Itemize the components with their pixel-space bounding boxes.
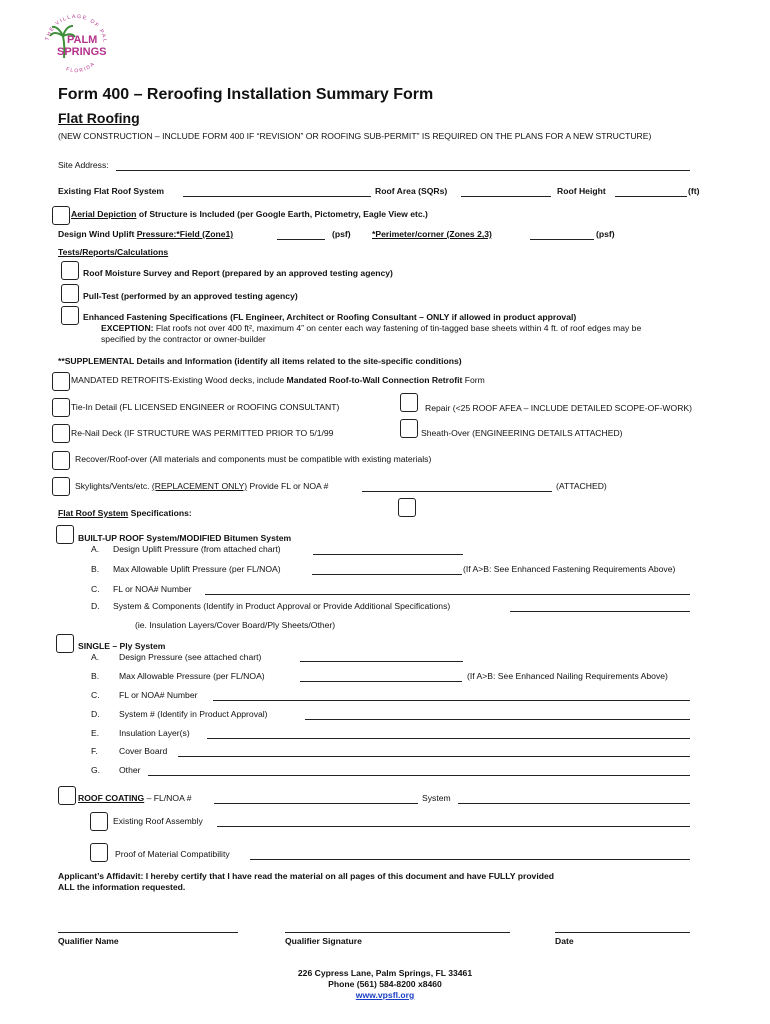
repair-label: Repair (<25 ROOF AFEA – INCLUDE DETAILED SCOPE-OF-WORK) bbox=[425, 403, 693, 413]
footer-address: 226 Cypress Lane, Palm Springs, FL 33461 bbox=[297, 968, 473, 978]
supplemental-heading: **SUPPLEMENTAL Details and Information (identify all items related to the site-specific conditions) bbox=[58, 356, 462, 366]
existing-assembly-checkbox[interactable] bbox=[90, 812, 108, 831]
roof-height-label: Roof Height bbox=[557, 186, 606, 196]
skylights-row bbox=[75, 481, 328, 491]
wind-field-label: Pressure:*Field (Zone1) bbox=[136, 229, 234, 239]
single-field-g[interactable] bbox=[148, 775, 690, 776]
single-field-e[interactable] bbox=[207, 738, 690, 739]
mandated-text-b: Mandated Roof-to-Wall Connection Retrofit bbox=[286, 375, 463, 385]
builtup-item-b: Max Allowable Uplift Pressure (per FL/NOA) bbox=[113, 564, 281, 574]
tie-in-label: Tie-In Detail (FL LICENSED ENGINEER or ROOFING CONSULTANT) bbox=[71, 402, 340, 412]
proof-field[interactable] bbox=[250, 859, 690, 860]
single-item-f: Cover Board bbox=[119, 746, 168, 756]
mandated-checkbox[interactable] bbox=[52, 372, 70, 391]
aerial-checkbox[interactable] bbox=[52, 206, 70, 225]
exception-text: Flat roofs not over 400 ft², maximum 4” on center each way fastening of tin-tagged base sheets within 4 ft. of roof edges may be bbox=[153, 323, 642, 333]
builtup-item-d: System & Components (Identify in Product Approval or Provide Additional Specifications) bbox=[113, 601, 451, 611]
single-field-d[interactable] bbox=[305, 719, 690, 720]
single-suffix-b: (If A>B: See Enhanced Nailing Requirements Above) bbox=[467, 671, 668, 681]
flat-spec-row bbox=[58, 508, 192, 518]
field-zone-field[interactable] bbox=[277, 239, 325, 240]
svg-text:FLORIDA bbox=[65, 61, 97, 75]
builtup-letter-d: D. bbox=[91, 601, 100, 611]
builtup-item-c: FL or NOA# Number bbox=[113, 584, 192, 594]
wind-uplift-row bbox=[58, 229, 233, 239]
roof-area-field[interactable] bbox=[461, 196, 551, 197]
single-letter-f: F. bbox=[91, 746, 98, 756]
single-letter-c: C. bbox=[91, 690, 100, 700]
exception-label: EXCEPTION: bbox=[101, 323, 154, 333]
new-construction-note: (NEW CONSTRUCTION – INCLUDE FORM 400 IF “REVISION” OR ROOFING SUB-PERMIT” IS REQUIRED ON THE PLANS FOR A NEW STRUCTURE) bbox=[58, 131, 652, 141]
single-ply-checkbox[interactable] bbox=[56, 634, 74, 653]
tie-in-checkbox[interactable] bbox=[52, 398, 70, 417]
existing-assembly-label: Existing Roof Assembly bbox=[113, 816, 203, 826]
moisture-label: Roof Moisture Survey and Report (prepared by an approved testing agency) bbox=[83, 268, 393, 278]
qualifier-signature-field[interactable] bbox=[285, 932, 510, 933]
attached-label: (ATTACHED) bbox=[556, 481, 607, 491]
qualifier-name-field[interactable] bbox=[58, 932, 238, 933]
roof-height-unit: (ft) bbox=[688, 186, 700, 196]
form-title: Form 400 – Reroofing Installation Summary Form bbox=[58, 86, 434, 103]
roof-coating-checkbox[interactable] bbox=[58, 786, 76, 805]
builtup-letter-a: A. bbox=[91, 544, 100, 554]
proof-checkbox[interactable] bbox=[90, 843, 108, 862]
skylights-checkbox[interactable] bbox=[52, 477, 70, 496]
perimeter-field[interactable] bbox=[530, 239, 594, 240]
skylights-text-a: Skylights/Vents/etc. bbox=[75, 481, 152, 491]
exception-text-2: specified by the contractor or owner-builder bbox=[101, 334, 266, 344]
roof-coating-rest: – FL/NOA # bbox=[144, 793, 192, 803]
single-item-g: Other bbox=[119, 765, 141, 775]
roof-height-field[interactable] bbox=[615, 196, 687, 197]
single-letter-d: D. bbox=[91, 709, 100, 719]
renail-checkbox[interactable] bbox=[52, 424, 70, 443]
roof-coating-system-label: System bbox=[422, 793, 451, 803]
exception-row bbox=[101, 323, 641, 333]
perimeter-label: *Perimeter/corner (Zones 2,3) bbox=[372, 229, 492, 239]
skylights-noa-field[interactable] bbox=[362, 491, 552, 492]
roof-coating-system-field[interactable] bbox=[458, 803, 690, 804]
affidavit-line-2: ALL the information requested. bbox=[58, 882, 186, 892]
mandated-text-a: MANDATED RETROFITS-Existing Wood decks, include bbox=[71, 375, 287, 385]
psf-label-2: (psf) bbox=[596, 229, 615, 239]
single-item-d: System # (Identify in Product Approval) bbox=[119, 709, 268, 719]
site-address-label: Site Address: bbox=[58, 160, 109, 170]
logo-bottom-arc: FLORIDA bbox=[65, 60, 97, 75]
logo-word-springs: SPRINGS bbox=[57, 46, 107, 58]
single-field-a[interactable] bbox=[300, 661, 463, 662]
builtup-field-d[interactable] bbox=[510, 611, 690, 612]
skylights-text-b: (REPLACEMENT ONLY) bbox=[151, 481, 248, 491]
recover-label: Recover/Roof-over (All materials and components must be compatible with existing materials) bbox=[75, 454, 432, 464]
single-letter-e: E. bbox=[91, 728, 100, 738]
single-item-a: Design Pressure (see attached chart) bbox=[119, 652, 262, 662]
date-label: Date bbox=[555, 936, 574, 946]
aerial-label: Aerial Depiction bbox=[71, 209, 137, 219]
flat-spec-label: Flat Roof System bbox=[58, 508, 129, 518]
existing-system-label: Existing Flat Roof System bbox=[58, 186, 165, 196]
roof-coating-label: ROOF COATING bbox=[78, 793, 145, 803]
built-up-heading: BUILT-UP ROOF System/MODIFIED Bitumen System bbox=[78, 533, 292, 543]
affidavit-text: I hereby certify that I have read the material on all pages of this document and have FULLY provided bbox=[143, 871, 555, 881]
builtup-letter-c: C. bbox=[91, 584, 100, 594]
single-field-c[interactable] bbox=[213, 700, 690, 701]
built-up-checkbox[interactable] bbox=[56, 525, 74, 544]
single-item-e: Insulation Layer(s) bbox=[119, 728, 190, 738]
single-item-c: FL or NOA# Number bbox=[119, 690, 198, 700]
single-letter-a: A. bbox=[91, 652, 100, 662]
date-field[interactable] bbox=[555, 932, 690, 933]
site-address-field[interactable] bbox=[116, 170, 690, 171]
moisture-checkbox[interactable] bbox=[61, 261, 79, 280]
psf-label-1: (psf) bbox=[332, 229, 351, 239]
single-ply-heading: SINGLE – Ply System bbox=[78, 641, 166, 651]
logo-word-palm: PALM bbox=[67, 34, 98, 46]
logo-top-arc: THE VILLAGE OF PAL bbox=[44, 13, 108, 44]
skylights-text-c: Provide FL or NOA # bbox=[247, 481, 329, 491]
roof-coating-noa-field[interactable] bbox=[214, 803, 418, 804]
builtup-suffix-b: (If A>B: See Enhanced Fastening Requirements Above) bbox=[463, 564, 676, 574]
existing-assembly-field[interactable] bbox=[217, 826, 690, 827]
builtup-field-b[interactable] bbox=[312, 574, 462, 575]
sheath-over-checkbox[interactable] bbox=[400, 419, 418, 438]
enhanced-fastening-label: Enhanced Fastening Specifications (FL Engineer, Architect or Roofing Consultant – ONLY if allowed in product approval) bbox=[83, 312, 577, 322]
pull-test-label: Pull-Test (performed by an approved testing agency) bbox=[83, 291, 298, 301]
flat-spec-checkbox[interactable] bbox=[398, 498, 416, 517]
recover-checkbox[interactable] bbox=[52, 451, 70, 470]
repair-checkbox[interactable] bbox=[400, 393, 418, 412]
aerial-rest: of Structure is Included (per Google Earth, Pictometry, Eagle View etc.) bbox=[136, 209, 428, 219]
flat-spec-rest: Specifications: bbox=[128, 508, 192, 518]
affidavit-label: Applicant’s Affidavit: bbox=[58, 871, 144, 881]
aerial-text bbox=[71, 209, 428, 219]
roof-area-label: Roof Area (SQRs) bbox=[375, 186, 448, 196]
footer-website-link[interactable]: www.vpsfl.org bbox=[355, 990, 415, 1000]
builtup-letter-b: B. bbox=[91, 564, 100, 574]
builtup-item-a: Design Uplift Pressure (from attached chart) bbox=[113, 544, 281, 554]
proof-label: Proof of Material Compatibility bbox=[115, 849, 230, 859]
village-logo bbox=[40, 8, 112, 80]
qualifier-name-label: Qualifier Name bbox=[58, 936, 119, 946]
single-letter-b: B. bbox=[91, 671, 100, 681]
single-field-f[interactable] bbox=[178, 756, 690, 757]
renail-label: Re-Nail Deck (IF STRUCTURE WAS PERMITTED PRIOR TO 5/1/99 bbox=[71, 428, 334, 438]
mandated-text-c: Form bbox=[462, 375, 485, 385]
wind-uplift-label: Design Wind Uplift bbox=[58, 229, 137, 239]
pull-test-checkbox[interactable] bbox=[61, 284, 79, 303]
builtup-field-c[interactable] bbox=[205, 594, 690, 595]
enhanced-fastening-checkbox[interactable] bbox=[61, 306, 79, 325]
sheath-over-label: Sheath-Over (ENGINEERING DETAILS ATTACHED) bbox=[421, 428, 623, 438]
tests-heading: Tests/Reports/Calculations bbox=[58, 247, 169, 257]
single-letter-g: G. bbox=[91, 765, 101, 775]
single-field-b[interactable] bbox=[300, 681, 462, 682]
mandated-row bbox=[71, 375, 485, 385]
single-item-b: Max Allowable Pressure (per FL/NOA) bbox=[119, 671, 265, 681]
existing-system-field[interactable] bbox=[183, 196, 371, 197]
builtup-field-a[interactable] bbox=[313, 554, 463, 555]
qualifier-signature-label: Qualifier Signature bbox=[285, 936, 362, 946]
affidavit-line-1 bbox=[58, 871, 554, 881]
roof-coating-row bbox=[78, 793, 192, 803]
builtup-ie-note: (ie. Insulation Layers/Cover Board/Ply Sheets/Other) bbox=[135, 620, 336, 630]
footer-phone: Phone (561) 584-8200 x8460 bbox=[328, 979, 442, 989]
form-subtitle: Flat Roofing bbox=[58, 110, 140, 126]
